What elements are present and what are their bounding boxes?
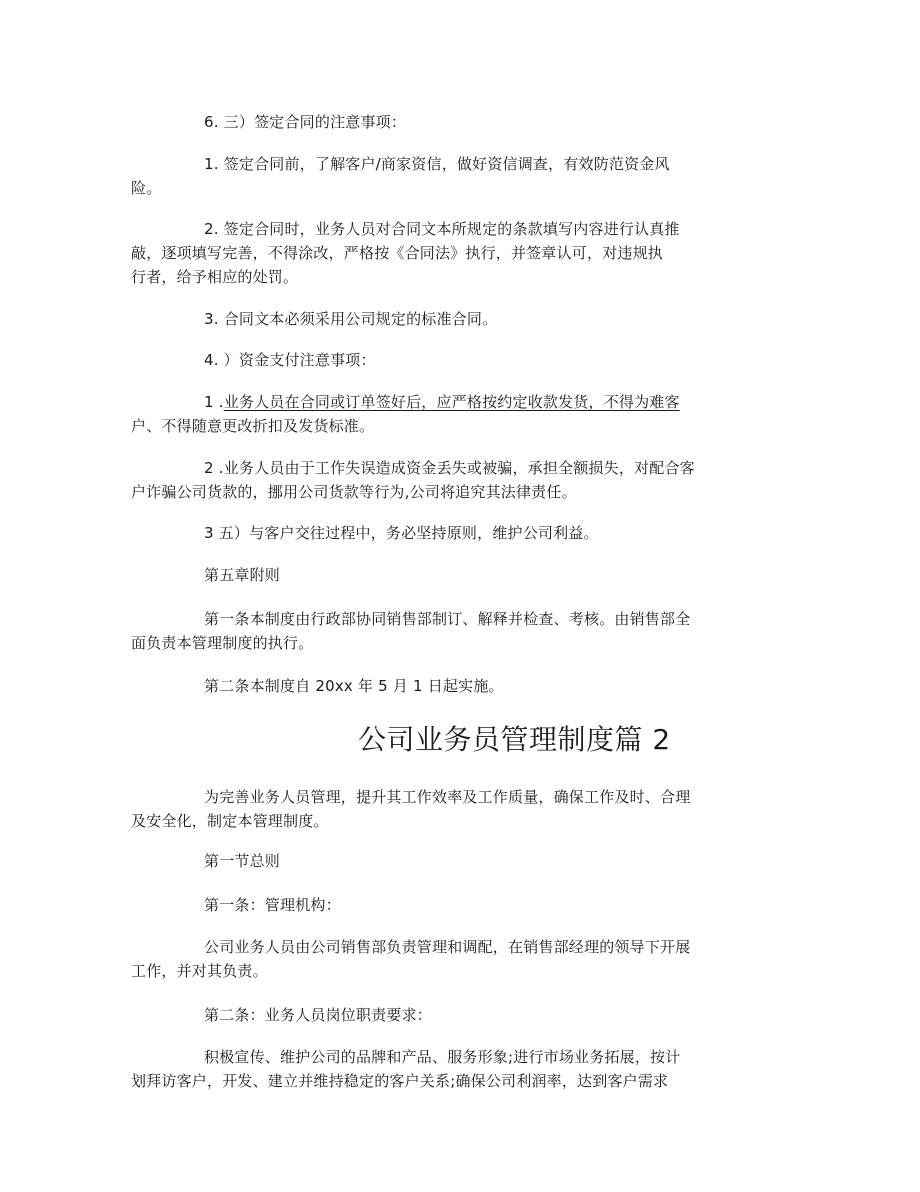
paragraph-line	[204, 392, 680, 412]
paragraph-line: 2. 签定合同时，业务人员对合同文本所规定的条款填写内容进行认真推	[204, 220, 680, 238]
paragraph-line: 及安全化，制定本管理制度。	[131, 812, 329, 830]
paragraph-line: 为完善业务人员管理，提升其工作效率及工作质量，确保工作及时、合理	[204, 788, 691, 806]
paragraph-line: 3 五）与客户交往过程中，务必坚持原则，维护公司利益。	[204, 524, 599, 542]
paragraph-line: 第一条本制度由行政部协同销售部制订、解释并检查、考核。由销售部全	[204, 610, 691, 628]
chapter-heading: 第五章附则	[204, 566, 281, 584]
paragraph-line: 面负责本管理制度的执行。	[131, 634, 314, 652]
clause-heading-contract-notes: 6. 三）签定合同的注意事项：	[204, 113, 407, 131]
paragraph-line: 户诈骗公司货款的，挪用公司货款等行为,公司将追究其法律责任。	[131, 483, 577, 501]
paragraph-line: 第二条本制度自 20xx 年 5 月 1 日起实施。	[204, 677, 504, 695]
paragraph-line: 划拜访客户，开发、建立并维持稳定的客户关系;确保公司利润率，达到客户需求	[131, 1072, 669, 1090]
underlined-text: 业务人员在合同或订单签好后，应严格按约定收款发货，不得为难客	[223, 393, 680, 411]
paragraph-line: 3. 合同文本必须采用公司规定的标准合同。	[204, 310, 498, 328]
paragraph-line: 户、不得随意更改折扣及发货标准。	[131, 417, 375, 435]
paragraph-line: 积极宣传、维护公司的品牌和产品、服务形象;进行市场业务拓展，按计	[204, 1048, 681, 1066]
list-number: 1 .	[204, 393, 224, 411]
paragraph-line: 公司业务人员由公司销售部负责管理和调配，在销售部经理的领导下开展	[204, 938, 691, 956]
paragraph-line: 险。	[131, 179, 162, 197]
clause-heading-payment-notes: 4. ）资金支付注意事项：	[204, 351, 376, 369]
paragraph-line: 敲，逐项填写完善，不得涂改，严格按《合同法》执行，并签章认可，对违规执	[131, 244, 664, 262]
document-title: 公司业务员管理制度篇 2	[358, 723, 671, 756]
paragraph-line: 1. 签定合同前，了解客户/商家资信，做好资信调查，有效防范资金风	[204, 155, 670, 173]
paragraph-line: 2 .业务人员由于工作失误造成资金丢失或被骗，承担全额损失，对配合客	[204, 459, 695, 477]
paragraph-line: 行者，给予相应的处罚。	[131, 268, 299, 286]
section-heading: 第一节总则	[204, 852, 281, 870]
clause-heading: 第一条：管理机构：	[204, 896, 341, 914]
clause-heading: 第二条：业务人员岗位职责要求：	[204, 1006, 433, 1024]
paragraph-line: 工作，并对其负责。	[131, 962, 268, 980]
